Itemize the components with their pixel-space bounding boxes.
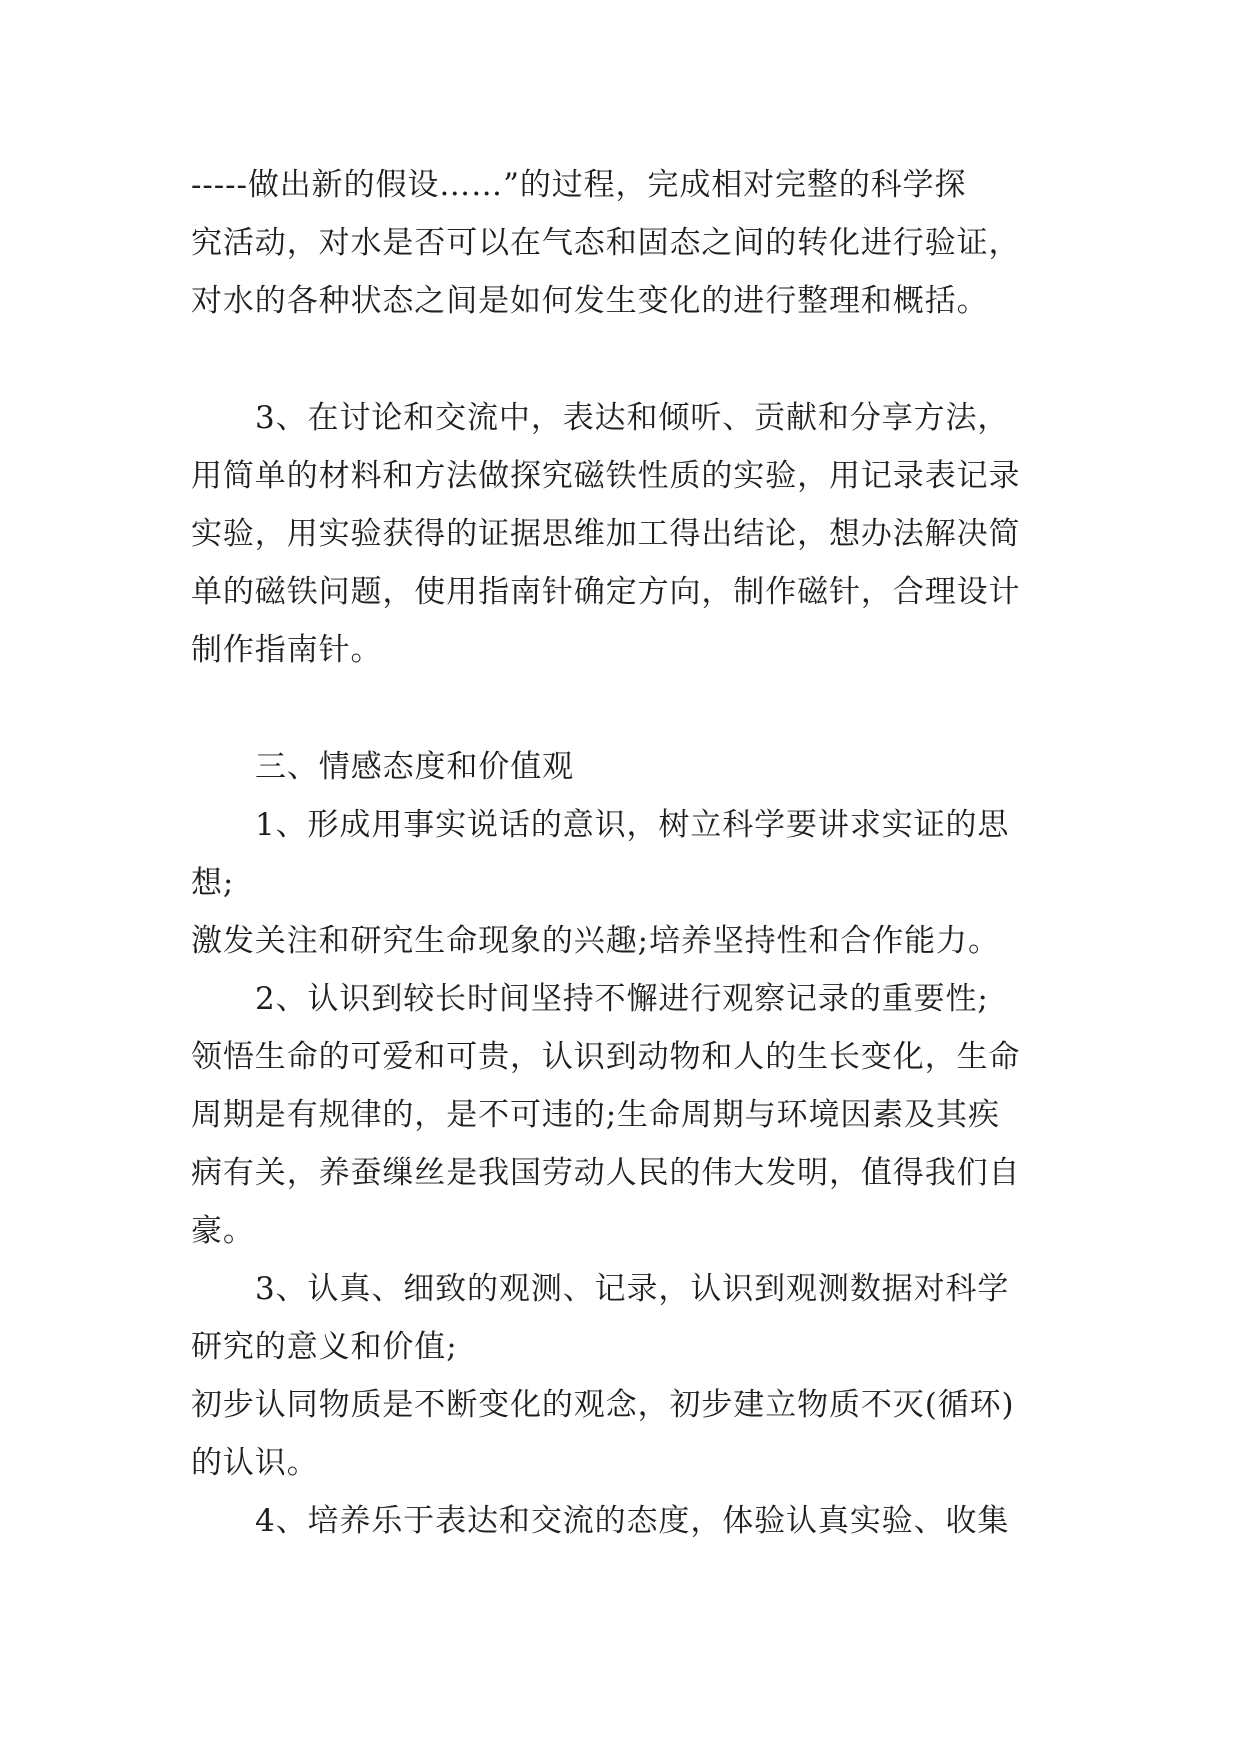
text-line: 初步认同物质是不断变化的观念，初步建立物质不灭(循环) — [191, 1387, 1015, 1423]
section-heading: 三、情感态度和价值观 — [255, 749, 574, 785]
text-line: 研究的意义和价值; — [191, 1329, 458, 1365]
text-line: -----做出新的假设……”的过程，完成相对完整的科学探 — [191, 167, 967, 203]
text-line: 的认识。 — [191, 1445, 319, 1481]
paragraph-first-line: 1、形成用事实说话的意识，树立科学要讲求实证的思 — [255, 807, 1010, 843]
text-line: 领悟生命的可爱和可贵，认识到动物和人的生长变化，生命 — [191, 1039, 1021, 1075]
paragraph-first-line: 3、在讨论和交流中，表达和倾听、贡献和分享方法， — [255, 400, 1010, 436]
text-line: 单的磁铁问题，使用指南针确定方向，制作磁针，合理设计 — [191, 574, 1021, 610]
text-line: 病有关，养蚕缫丝是我国劳动人民的伟大发明，值得我们自 — [191, 1155, 1021, 1191]
text-line: 究活动，对水是否可以在气态和固态之间的转化进行验证， — [191, 225, 1021, 261]
paragraph-first-line: 3、认真、细致的观测、记录，认识到观测数据对科学 — [255, 1271, 1010, 1307]
text-line: 实验，用实验获得的证据思维加工得出结论，想办法解决简 — [191, 516, 1021, 552]
paragraph-first-line: 2、认识到较长时间坚持不懈进行观察记录的重要性; — [255, 981, 989, 1017]
text-line: 激发关注和研究生命现象的兴趣;培养坚持性和合作能力。 — [191, 923, 1000, 959]
paragraph-first-line: 4、培养乐于表达和交流的态度，体验认真实验、收集 — [255, 1503, 1010, 1539]
text-line: 对水的各种状态之间是如何发生变化的进行整理和概括。 — [191, 283, 989, 319]
text-line: 想; — [191, 865, 235, 901]
text-line: 豪。 — [191, 1213, 255, 1249]
text-line: 制作指南针。 — [191, 632, 383, 668]
text-line: 周期是有规律的，是不可违的;生命周期与环境因素及其疾 — [191, 1097, 1000, 1133]
text-line: 用简单的材料和方法做探究磁铁性质的实验，用记录表记录 — [191, 458, 1021, 494]
